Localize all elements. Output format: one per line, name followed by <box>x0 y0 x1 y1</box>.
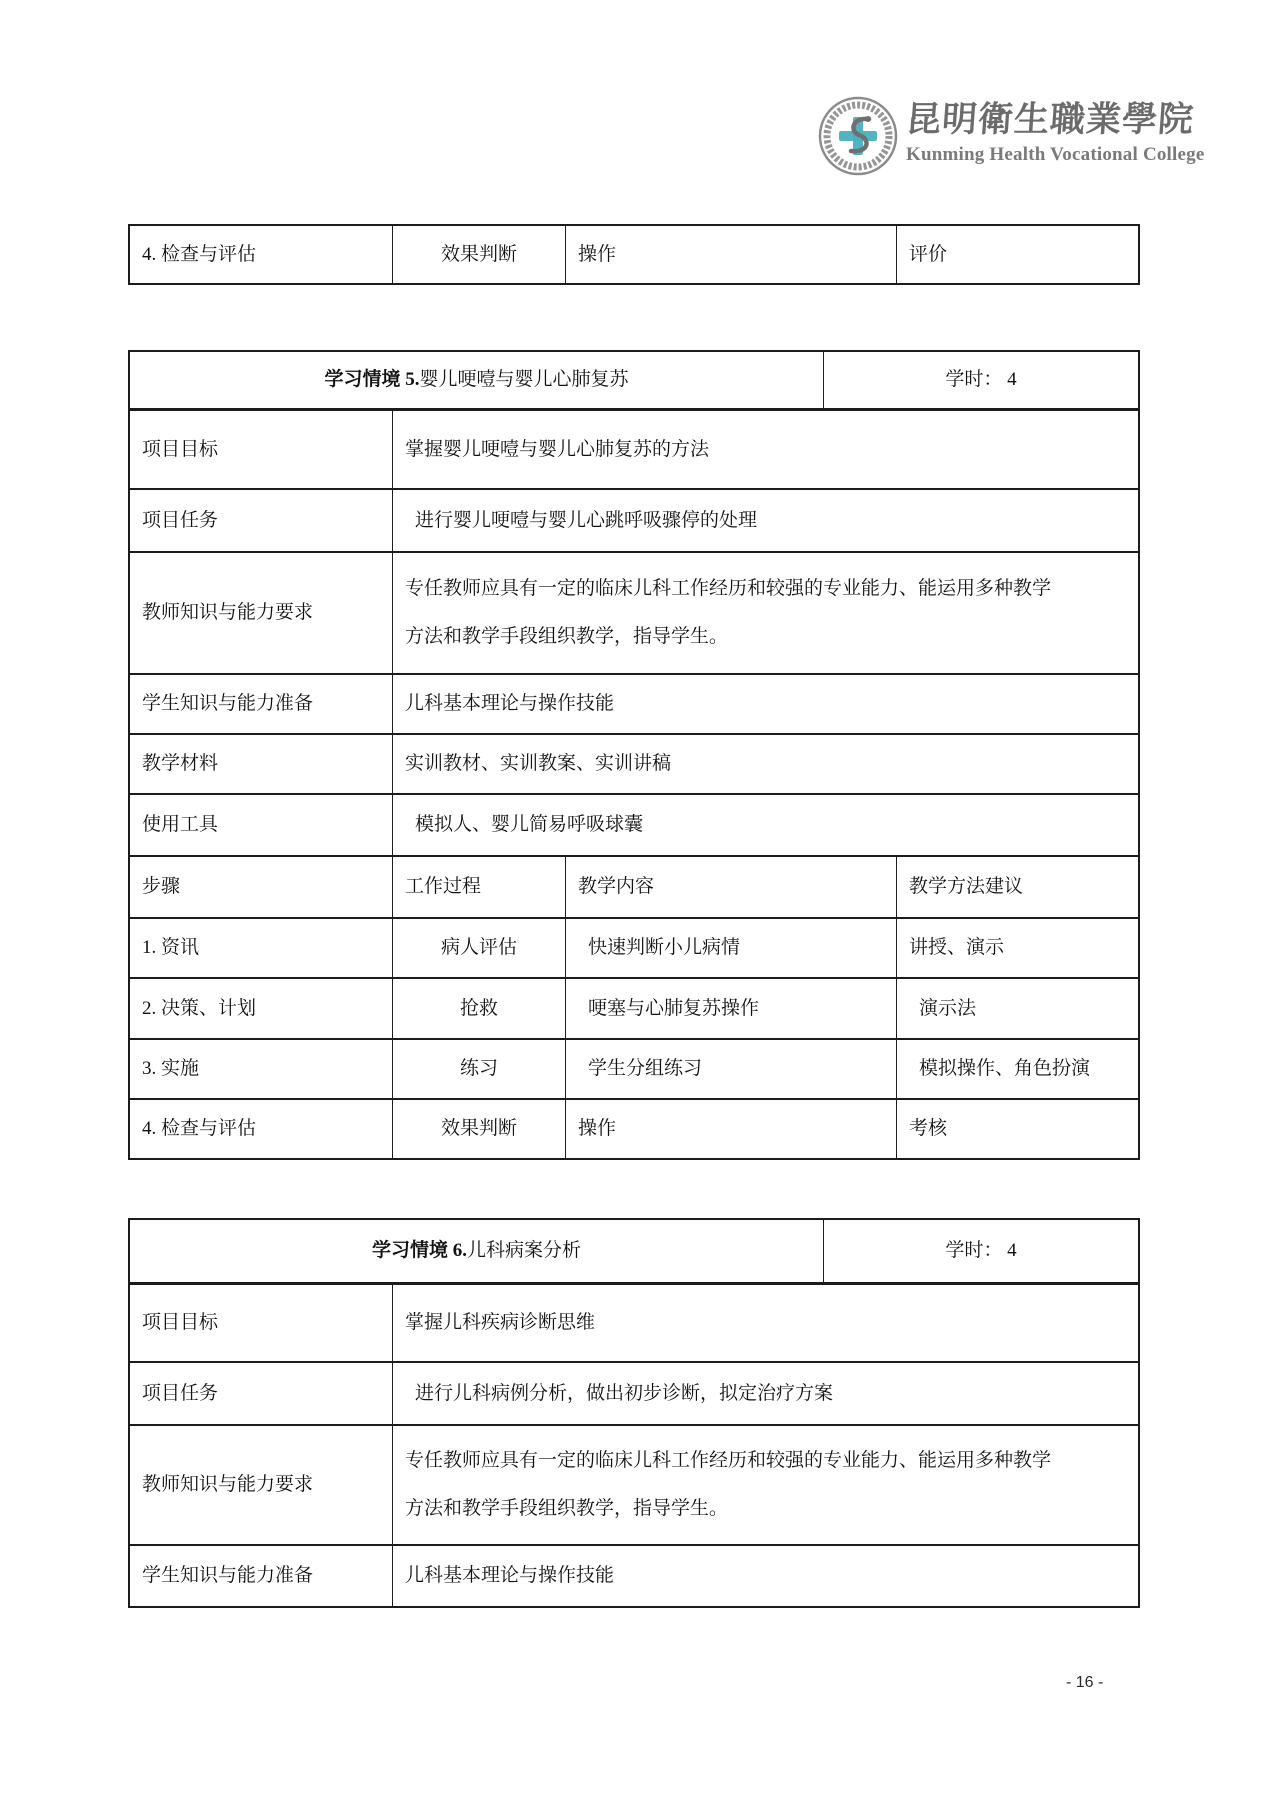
table-row <box>130 551 1138 673</box>
college-logo <box>818 94 1205 178</box>
row-value: 实训教材、实训教案、实训讲稿 <box>392 735 1138 793</box>
table-row <box>130 408 1138 488</box>
row-label: 学生知识与能力准备 <box>142 693 314 714</box>
table-row <box>130 1282 1138 1361</box>
teacher-requirement-text: 专任教师应具有一定的临床儿科工作经历和较强的专业能力、能运用多种教学方法和教学手段组织教学，指导学生。 <box>405 1450 1052 1519</box>
row-value: 模拟人、婴儿简易呼吸球囊 <box>392 795 1138 855</box>
work-process-cell: 病人评估 <box>392 919 565 977</box>
row-value: 进行儿科病例分析，做出初步诊断，拟定治疗方案 <box>392 1363 1138 1424</box>
step-name-cell: 3. 实施 <box>142 1058 200 1079</box>
table-row <box>130 1544 1138 1606</box>
class-hours-cell: 学时： 4 <box>823 352 1138 408</box>
table-continued-previous-page <box>128 224 1140 285</box>
teaching-method-cell: 评价 <box>896 226 1138 283</box>
step-name-cell: 2. 决策、计划 <box>142 997 257 1019</box>
situation-title-cell <box>130 1220 823 1282</box>
column-header: 教学方法建议 <box>896 857 1138 917</box>
table-row <box>130 1424 1138 1544</box>
class-hours-cell: 学时： 4 <box>823 1220 1138 1282</box>
row-value <box>392 1426 1138 1544</box>
table-row <box>130 917 1138 977</box>
row-label: 教师知识与能力要求 <box>142 1474 314 1495</box>
situation-number: 学习情境 5. <box>324 369 420 390</box>
row-label: 项目任务 <box>142 1382 219 1404</box>
table-row <box>130 488 1138 551</box>
teaching-content-cell: 操作 <box>565 1100 896 1158</box>
teaching-content-cell: 操作 <box>565 226 896 283</box>
table-row <box>130 1361 1138 1424</box>
column-header: 步骤 <box>142 876 181 897</box>
row-label: 教学材料 <box>142 753 219 774</box>
row-value <box>392 553 1138 673</box>
step-name-cell: 4. 检查与评估 <box>142 1118 257 1139</box>
situation-title-cell <box>130 352 823 408</box>
work-process-cell: 效果判断 <box>392 226 565 283</box>
table-row <box>130 1098 1138 1158</box>
row-value: 进行婴儿哽噎与婴儿心跳呼吸骤停的处理 <box>392 490 1138 551</box>
work-process-cell: 效果判断 <box>392 1100 565 1158</box>
teaching-content-cell: 学生分组练习 <box>565 1040 896 1098</box>
teaching-method-cell: 模拟操作、角色扮演 <box>896 1040 1138 1098</box>
row-label: 项目目标 <box>142 1312 219 1333</box>
table-row <box>130 793 1138 855</box>
college-name-english: Kunming Health Vocational College <box>906 144 1205 165</box>
table-learning-situation-5 <box>128 350 1140 1160</box>
row-value: 儿科基本理论与操作技能 <box>392 675 1138 733</box>
table-learning-situation-6 <box>128 1218 1140 1608</box>
teacher-requirement-text: 专任教师应具有一定的临床儿科工作经历和较强的专业能力、能运用多种教学方法和教学手段组织教学，指导学生。 <box>405 578 1052 647</box>
situation-name: 儿科病案分析 <box>467 1240 582 1261</box>
teaching-content-cell: 哽塞与心肺复苏操作 <box>565 979 896 1038</box>
table-row <box>130 1038 1138 1098</box>
college-name-calligraphy: 昆明衛生職業學院 <box>904 99 1196 140</box>
college-seal-icon <box>818 96 898 176</box>
row-value: 掌握婴儿哽噎与婴儿心肺复苏的方法 <box>392 411 1138 488</box>
row-label: 使用工具 <box>142 814 219 835</box>
row-label: 教师知识与能力要求 <box>142 602 314 623</box>
table-row <box>130 673 1138 733</box>
work-process-cell: 练习 <box>392 1040 565 1098</box>
situation-name: 婴儿哽噎与婴儿心肺复苏 <box>419 369 629 390</box>
table-row <box>130 226 1138 283</box>
table-title-row <box>130 1220 1138 1282</box>
teaching-method-cell: 考核 <box>896 1100 1138 1158</box>
table-title-row <box>130 352 1138 408</box>
table-row <box>130 977 1138 1038</box>
page-number: - 16 - <box>1066 1674 1104 1691</box>
row-value: 儿科基本理论与操作技能 <box>392 1546 1138 1606</box>
column-header: 教学内容 <box>565 857 896 917</box>
column-header: 工作过程 <box>392 857 565 917</box>
teaching-method-cell: 演示法 <box>896 979 1138 1038</box>
step-name-cell: 1. 资讯 <box>142 937 200 958</box>
table-row <box>130 733 1138 793</box>
work-process-cell: 抢救 <box>392 979 565 1038</box>
teaching-content-cell: 快速判断小儿病情 <box>565 919 896 977</box>
step-name-cell: 4. 检查与评估 <box>142 243 257 265</box>
row-label: 项目任务 <box>142 509 219 531</box>
row-label: 项目目标 <box>142 438 219 460</box>
row-label: 学生知识与能力准备 <box>142 1565 314 1586</box>
teaching-method-cell: 讲授、演示 <box>896 919 1138 977</box>
situation-number: 学习情境 6. <box>371 1240 467 1261</box>
steps-header-row <box>130 855 1138 917</box>
row-value: 掌握儿科疾病诊断思维 <box>392 1285 1138 1361</box>
